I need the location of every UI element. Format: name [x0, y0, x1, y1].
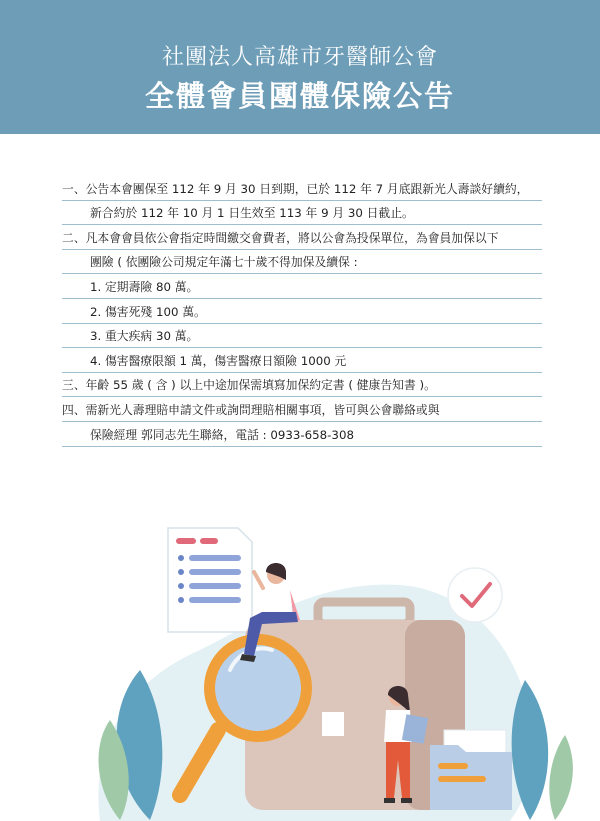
- notice-line: 3. 重大疾病 30 萬。: [62, 324, 542, 349]
- notice-line: 團險 ( 依團險公司規定年滿七十歲不得加保及續保 :: [62, 250, 542, 275]
- notice-line: 新合約於 112 年 10 月 1 日生效至 113 年 9 月 30 日截止。: [62, 201, 542, 226]
- notice-line: 2. 傷害死殘 100 萬。: [62, 299, 542, 324]
- insurance-illustration: [0, 480, 600, 821]
- notice-line: 二、凡本會會員依公會指定時間繳交會費者，將以公會為投保單位，為會員加保以下: [62, 225, 542, 250]
- notice-line: 1. 定期壽險 80 萬。: [62, 274, 542, 299]
- page-title: 全體會員團體保險公告: [144, 79, 455, 113]
- notice-line: 一、公告本會團保至 112 年 9 月 30 日到期，已於 112 年 7 月底跟新光人壽談好續約，: [62, 176, 542, 201]
- notice-list: [62, 176, 542, 447]
- header-banner: [0, 0, 600, 134]
- document-icon: [168, 528, 252, 632]
- association-name: 社團法人高雄市牙醫師公會: [161, 45, 438, 70]
- notice-line: 四、需新光人壽理賠申請文件或詢問理賠相關事項，皆可與公會聯絡或與: [62, 397, 542, 422]
- notice-line: 三、年齡 55 歲 ( 含 ) 以上中途加保需填寫加保約定書 ( 健康告知書 )。: [62, 373, 542, 398]
- checkmark-bubble-icon: [448, 568, 502, 622]
- notice-line: 保險經理 郭同志先生聯絡，電話 : 0933-658-308: [62, 422, 542, 447]
- notice-line: 4. 傷害醫療限額 1 萬，傷害醫療日額險 1000 元: [62, 348, 542, 373]
